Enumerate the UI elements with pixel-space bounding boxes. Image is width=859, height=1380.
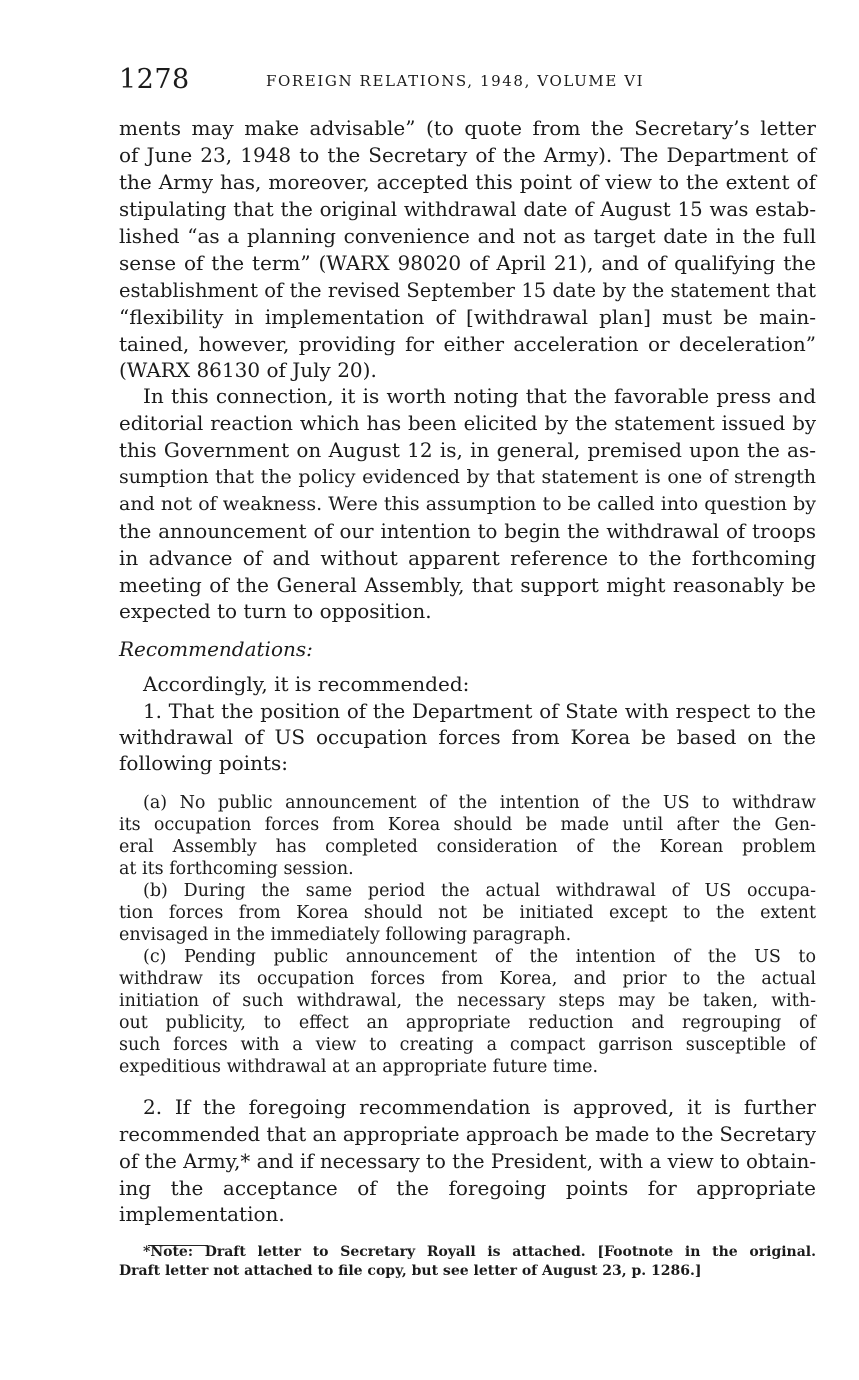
paragraph-1-line: sense of the term” (WARX 98020 of April 21), and of qualifying the xyxy=(119,251,816,275)
point-c-line: out publicity, to effect an appropriate reduction and regrouping of xyxy=(119,1013,816,1033)
recommendation-1-line: following points: xyxy=(119,751,288,775)
point-a-line: at its forthcoming session. xyxy=(119,859,354,879)
recommendation-2-line: recommended that an appropriate approach be made to the Secretary xyxy=(119,1123,816,1146)
page-number: 1278 xyxy=(119,64,190,95)
footnote-line: *Note: Draft letter to Secretary Royall is attached. [Footnote in the original. xyxy=(143,1244,816,1260)
recommendation-1-line: 1. That the position of the Department of State with respect to the xyxy=(143,700,816,723)
paragraph-1-line: lished “as a planning convenience and not as target date in the full xyxy=(119,224,816,248)
recommendations-intro: Accordingly, it is recommended: xyxy=(143,672,470,696)
paragraph-1-line: tained, however, providing for either acceleration or deceleration” xyxy=(119,332,816,356)
paragraph-1-line: ments may make advisable” (to quote from the Secretary’s letter xyxy=(119,116,816,140)
recommendation-2-line: 2. If the foregoing recommendation is approved, it is further xyxy=(143,1095,816,1119)
point-b-line: (b) During the same period the actual withdrawal of US occupa- xyxy=(143,881,816,901)
paragraph-2-line: this Government on August 12 is, in general, premised upon the as- xyxy=(119,438,816,462)
paragraph-2-line: in advance of and without apparent reference to the forthcoming xyxy=(119,546,816,570)
recommendation-1-line: withdrawal of US occupation forces from Korea be based on the xyxy=(119,725,816,749)
point-b-line: tion forces from Korea should not be initiated except to the extent xyxy=(119,903,816,923)
recommendations-heading: Recommendations: xyxy=(119,637,313,661)
point-a-line: (a) No public announcement of the intention of the US to withdraw xyxy=(143,793,816,813)
paragraph-2-line: the announcement of our intention to begin the withdrawal of troops xyxy=(119,520,816,543)
point-c-line: expeditious withdrawal at an appropriate future time. xyxy=(119,1057,599,1077)
recommendation-2-line: ing the acceptance of the foregoing points for appropriate xyxy=(119,1176,816,1200)
point-c-line: initiation of such withdrawal, the necessary steps may be taken, with- xyxy=(119,991,816,1011)
paragraph-2-line: editorial reaction which has been elicited by the statement issued by xyxy=(119,412,816,435)
paragraph-1-line: stipulating that the original withdrawal date of August 15 was estab- xyxy=(119,198,816,221)
running-head: FOREIGN RELATIONS, 1948, VOLUME VI xyxy=(266,72,645,90)
paragraph-2-line: In this connection, it is worth noting that the favorable press and xyxy=(143,384,816,408)
paragraph-2-line: meeting of the General Assembly, that support might reasonably be xyxy=(119,573,816,597)
paragraph-1-line: of June 23, 1948 to the Secretary of the Army). The Department of xyxy=(119,143,816,167)
point-a-line: eral Assembly has completed consideration of the Korean problem xyxy=(119,837,816,857)
footnote-line: Draft letter not attached to file copy, but see letter of August 23, p. 1286.] xyxy=(119,1263,702,1279)
paragraph-2-line: sumption that the policy evidenced by that statement is one of strength xyxy=(119,466,816,488)
paragraph-1-line: “flexibility in implementation of [withdrawal plan] must be main- xyxy=(119,305,816,329)
paragraph-1-line: establishment of the revised September 15 date by the statement that xyxy=(119,279,816,302)
point-c-line: withdraw its occupation forces from Korea, and prior to the actual xyxy=(119,969,816,989)
point-a-line: its occupation forces from Korea should be made until after the Gen- xyxy=(119,815,816,835)
paragraph-2-line: and not of weakness. Were this assumption to be called into question by xyxy=(119,493,816,515)
paragraph-1-line: (WARX 86130 of July 20). xyxy=(119,358,377,382)
page-header xyxy=(119,60,819,100)
paragraph-2-line: expected to turn to opposition. xyxy=(119,599,432,623)
point-b-line: envisaged in the immediately following paragraph. xyxy=(119,925,572,945)
recommendation-2-line: of the Army,* and if necessary to the President, with a view to obtain- xyxy=(119,1150,816,1173)
paragraph-1-line: the Army has, moreover, accepted this point of view to the extent of xyxy=(119,170,816,194)
point-c-line: such forces with a view to creating a compact garrison susceptible of xyxy=(119,1035,816,1055)
point-c-line: (c) Pending public announcement of the intention of the US to xyxy=(143,947,816,967)
recommendation-2-line: implementation. xyxy=(119,1202,285,1226)
